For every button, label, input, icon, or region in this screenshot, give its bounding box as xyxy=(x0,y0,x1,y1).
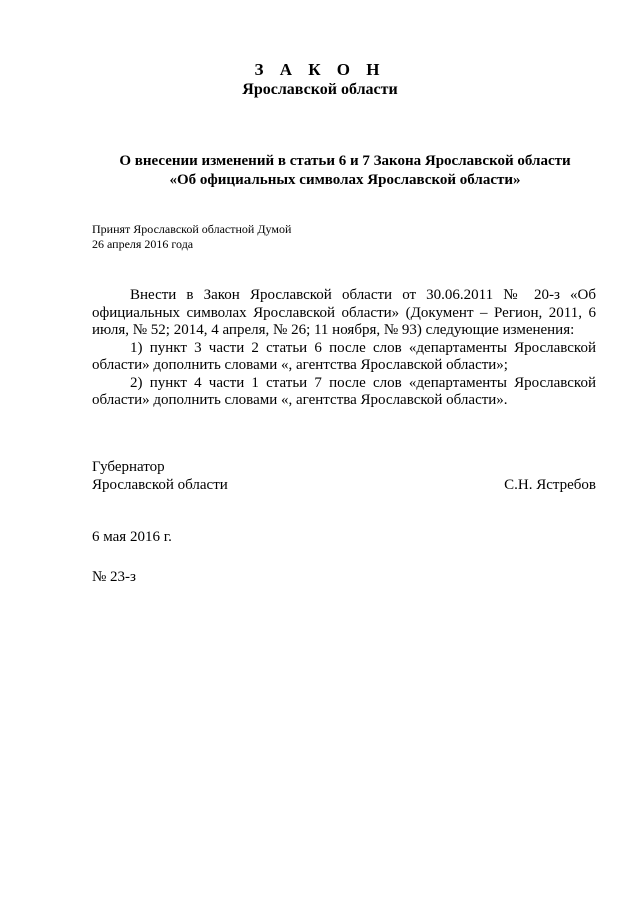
document-type-title: З А К О Н xyxy=(254,60,386,79)
body-intro-paragraph: Внести в Закон Ярославской области от 30.06.2011 № 20-з «Об официальных символах Ярославской области» (Документ – Регион, 2011, 6 июля, № 52; 2014, 4 апреля, № 26; 11 ноября, № 93) следующие изменения: xyxy=(92,287,596,338)
signatory-position-line-1: Губернатор xyxy=(92,459,165,475)
signature-row xyxy=(92,476,596,494)
adoption-body: Принят Ярославской областной Думой xyxy=(92,222,292,236)
signature-block xyxy=(92,458,596,494)
adoption-date: 26 апреля 2016 года xyxy=(92,237,194,251)
subject-line-1: О внесении изменений в статьи 6 и 7 Закона Ярославской области xyxy=(119,153,571,169)
document-subject xyxy=(60,152,630,190)
document-body xyxy=(92,287,596,410)
law-number: № 23-з xyxy=(92,569,136,585)
signatory-name: С.Н. Ястребов xyxy=(504,477,596,493)
signing-date: 6 мая 2016 г. xyxy=(92,529,172,545)
body-item-2: 2) пункт 4 части 1 статьи 7 после слов «департаменты Ярославской области» дополнить словами «, агентства Ярославской области». xyxy=(92,374,596,408)
subject-line-2: «Об официальных символах Ярославской области» xyxy=(169,172,521,188)
adoption-note xyxy=(92,222,291,252)
body-item-1: 1) пункт 3 части 2 статьи 6 после слов «департаменты Ярославской области» дополнить словами «, агентства Ярославской области»; xyxy=(92,339,596,373)
document-region: Ярославской области xyxy=(242,81,398,98)
signatory-position-line-2: Ярославской области xyxy=(92,477,228,493)
